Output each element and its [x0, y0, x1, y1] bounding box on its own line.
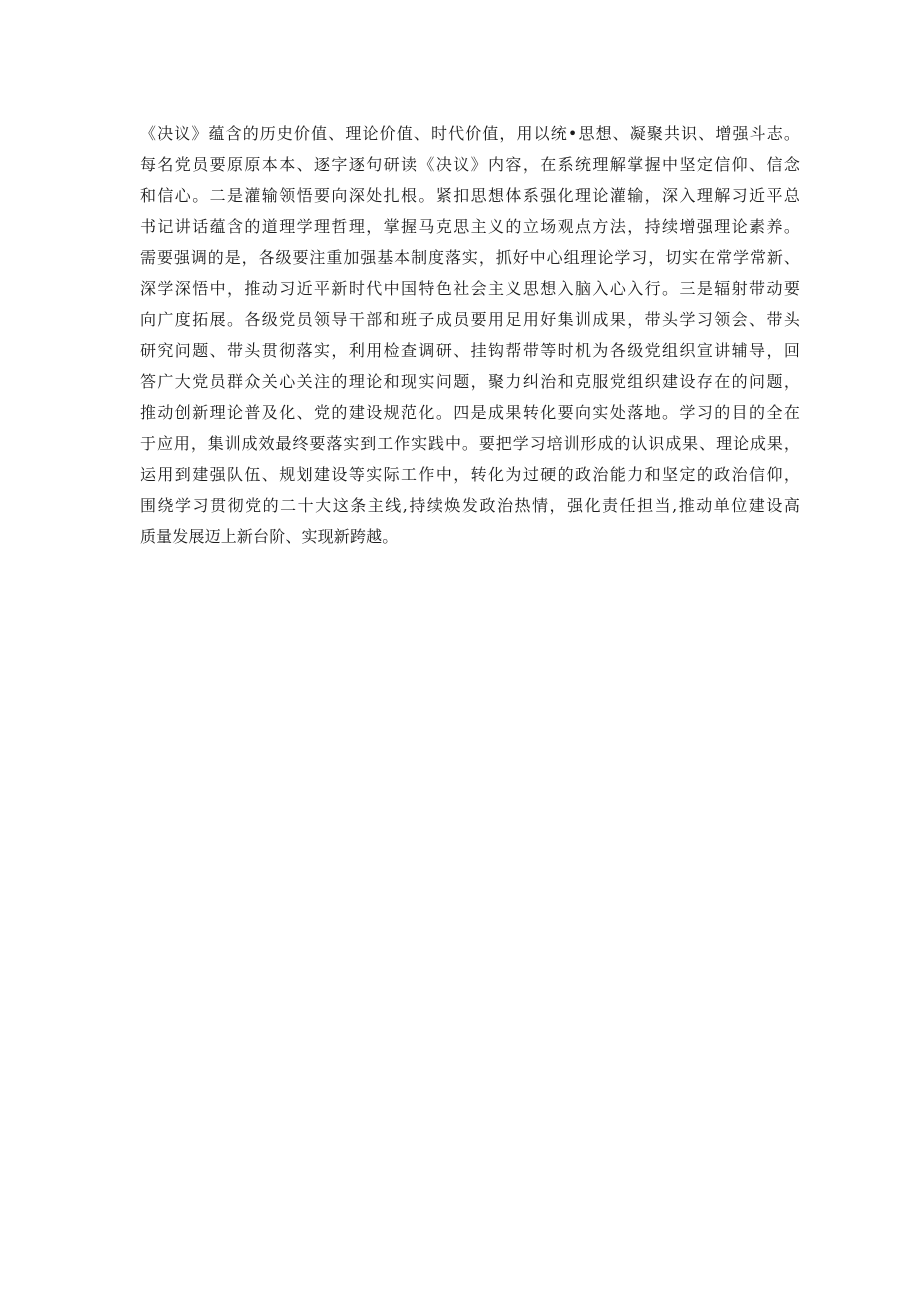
text-line: 研究问题、带头贯彻落实，利用检查调研、挂钩帮带等时机为各级党组织宣讲辅导，回: [140, 341, 800, 360]
body-paragraph: [140, 118, 800, 552]
text-line: 运用到建强队伍、规划建设等实际工作中，转化为过硬的政治能力和坚定的政治信仰，: [140, 465, 800, 484]
text-line: 每名党员要原原本本、逐字逐句研读《决议》内容，在系统理解掌握中坚定信仰、信念: [140, 155, 800, 174]
text-line: 和信心。二是灌输领悟要向深处扎根。紧扣思想体系强化理论灌输，深入理解习近平总: [140, 186, 800, 205]
text-line: 需要强调的是，各级要注重加强基本制度落实，抓好中心组理论学习，切实在常学常新、: [140, 248, 800, 267]
text-line: 质量发展迈上新台阶、实现新跨越。: [140, 527, 399, 546]
text-line: 书记讲话蕴含的道理学理哲理，掌握马克思主义的立场观点方法，持续增强理论素养。: [140, 217, 800, 236]
text-line: 推动创新理论普及化、党的建设规范化。四是成果转化要向实处落地。学习的目的全在: [140, 403, 800, 422]
text-line: 《决议》蕴含的历史价值、理论价值、时代价值，用以统•思想、凝聚共识、增强斗志。: [140, 124, 800, 143]
text-line: 深学深悟中，推动习近平新时代中国特色社会主义思想入脑入心入行。三是辐射带动要: [140, 279, 800, 298]
text-line: 向广度拓展。各级党员领导干部和班子成员要用足用好集训成果，带头学习领会、带头: [140, 310, 800, 329]
text-line: 于应用，集训成效最终要落实到工作实践中。要把学习培训形成的认识成果、理论成果，: [140, 434, 800, 453]
text-line: 围绕学习贯彻党的二十大这条主线,持续焕发政治热情，强化责任担当,推动单位建设高: [140, 496, 800, 515]
text-line: 答广大党员群众关心关注的理论和现实问题，聚力纠治和克服党组织建设存在的问题，: [140, 372, 800, 391]
